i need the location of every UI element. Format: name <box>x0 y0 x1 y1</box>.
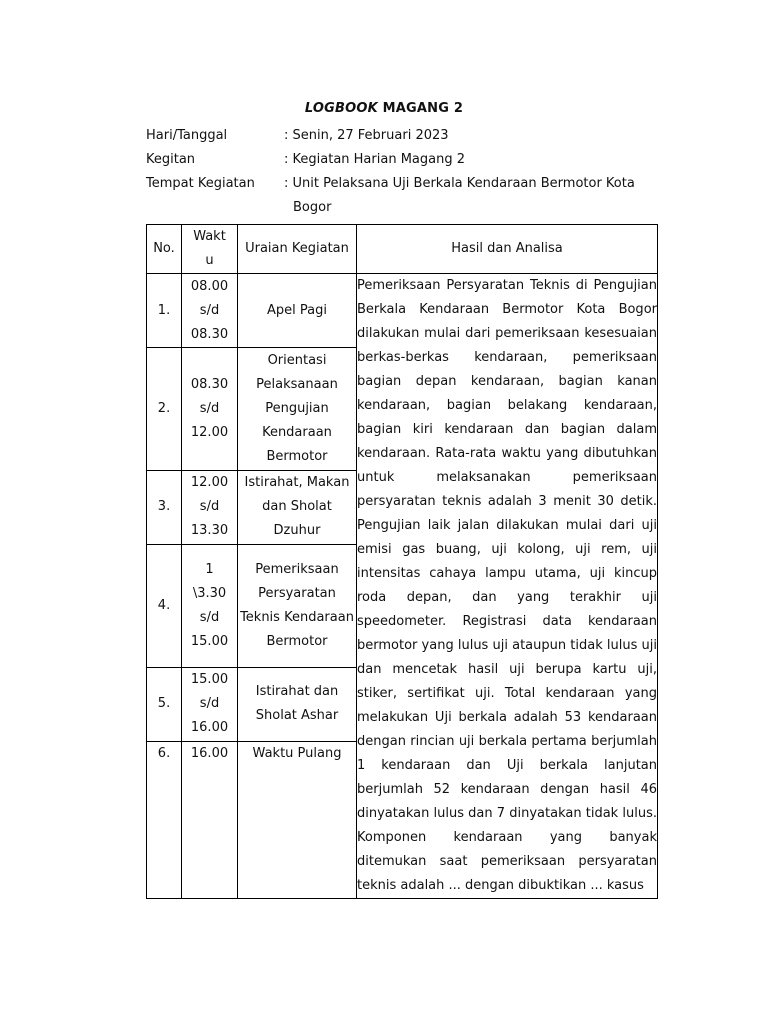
row-time: 12.00 s/d 13.30 <box>182 470 238 544</box>
meta-label-date: Hari/Tanggal <box>146 128 228 143</box>
meta-label-place: Tempat Kegiatan <box>146 176 255 191</box>
row-time: 16.00 <box>182 741 238 898</box>
row-desc: Apel Pagi <box>238 274 357 348</box>
row-no: 4. <box>147 544 182 667</box>
row-no: 3. <box>147 470 182 544</box>
row-time: 1 \3.30 s/d 15.00 <box>182 544 238 667</box>
row-time: 15.00 s/d 16.00 <box>182 667 238 741</box>
title-italic: LOGBOOK <box>304 101 378 116</box>
row-desc: Istirahat, Makan dan Sholat Dzuhur <box>238 470 357 544</box>
row-time: 08.00 s/d 08.30 <box>182 274 238 348</box>
header-result: Hasil dan Analisa <box>357 225 658 274</box>
meta-value-place <box>284 172 644 220</box>
header-time: Wakt u <box>182 225 238 274</box>
meta-value-place-line2: Bogor <box>293 200 332 215</box>
row-desc: Pemeriksaan Persyaratan Teknis Kendaraan Bermotor <box>238 544 357 667</box>
row-no: 5. <box>147 667 182 741</box>
page-title <box>0 101 768 116</box>
table-row <box>147 274 658 348</box>
row-no: 2. <box>147 348 182 471</box>
title-rest: MAGANG 2 <box>377 101 464 116</box>
header-no: No. <box>147 225 182 274</box>
row-desc: Istirahat dan Sholat Ashar <box>238 667 357 741</box>
row-no: 1. <box>147 274 182 348</box>
meta-value-date: : Senin, 27 Februari 2023 <box>284 128 449 143</box>
meta-label-activity: Kegitan <box>146 152 196 167</box>
meta-value-activity: : Kegiatan Harian Magang 2 <box>284 152 465 167</box>
row-desc: Orientasi Pelaksanaan Pengujian Kendaraan Bermotor <box>238 348 357 471</box>
row-no: 6. <box>147 741 182 898</box>
header-desc: Uraian Kegiatan <box>238 225 357 274</box>
row-time: 08.30 s/d 12.00 <box>182 348 238 471</box>
row-desc: Waktu Pulang <box>238 741 357 898</box>
result-analysis: Pemeriksaan Persyaratan Teknis di Pengujian Berkala Kendaraan Bermotor Kota Bogor dilakukan mulai dari pemeriksaan kesesuaian berkas-berkas kendaraan, pemeriksaan bagian depan kendaraan, bagian kanan kendaraan, bagian belakang kendaraan, bagian kiri kendaraan dan bagian dalam kendaraan. Rata-rata waktu yang dibutuhkan untuk melaksanakan pemeriksaan persyaratan teknis adalah 3 menit 30 detik. Pengujian laik jalan dilakukan mulai dari uji emisi gas buang, uji kolong, uji rem, uji intensitas cahaya lampu utama, uji kincup roda depan, dan yang terakhir uji speedometer. Registrasi data kendaraan bermotor yang lulus uji ataupun tidak lulus uji dan mencetak hasil uji berupa kartu uji, stiker, sertifikat uji. Total kendaraan yang melakukan Uji berkala adalah 53 kendaraan dengan rincian uji berkala pertama berjumlah 1 kendaraan dan Uji berkala lanjutan berjumlah 52 kendaraan dengan hasil 46 dinyatakan lulus dan 7 dinyatakan tidak lulus. Komponen kendaraan yang banyak ditemukan saat pemeriksaan persyaratan teknis adalah ... dengan dibuktikan ... kasus <box>357 274 658 899</box>
logbook-table <box>146 224 658 899</box>
meta-value-place-line1: : Unit Pelaksana Uji Berkala Kendaraan Bermotor Kota <box>284 176 635 191</box>
table-header-row <box>147 225 658 274</box>
